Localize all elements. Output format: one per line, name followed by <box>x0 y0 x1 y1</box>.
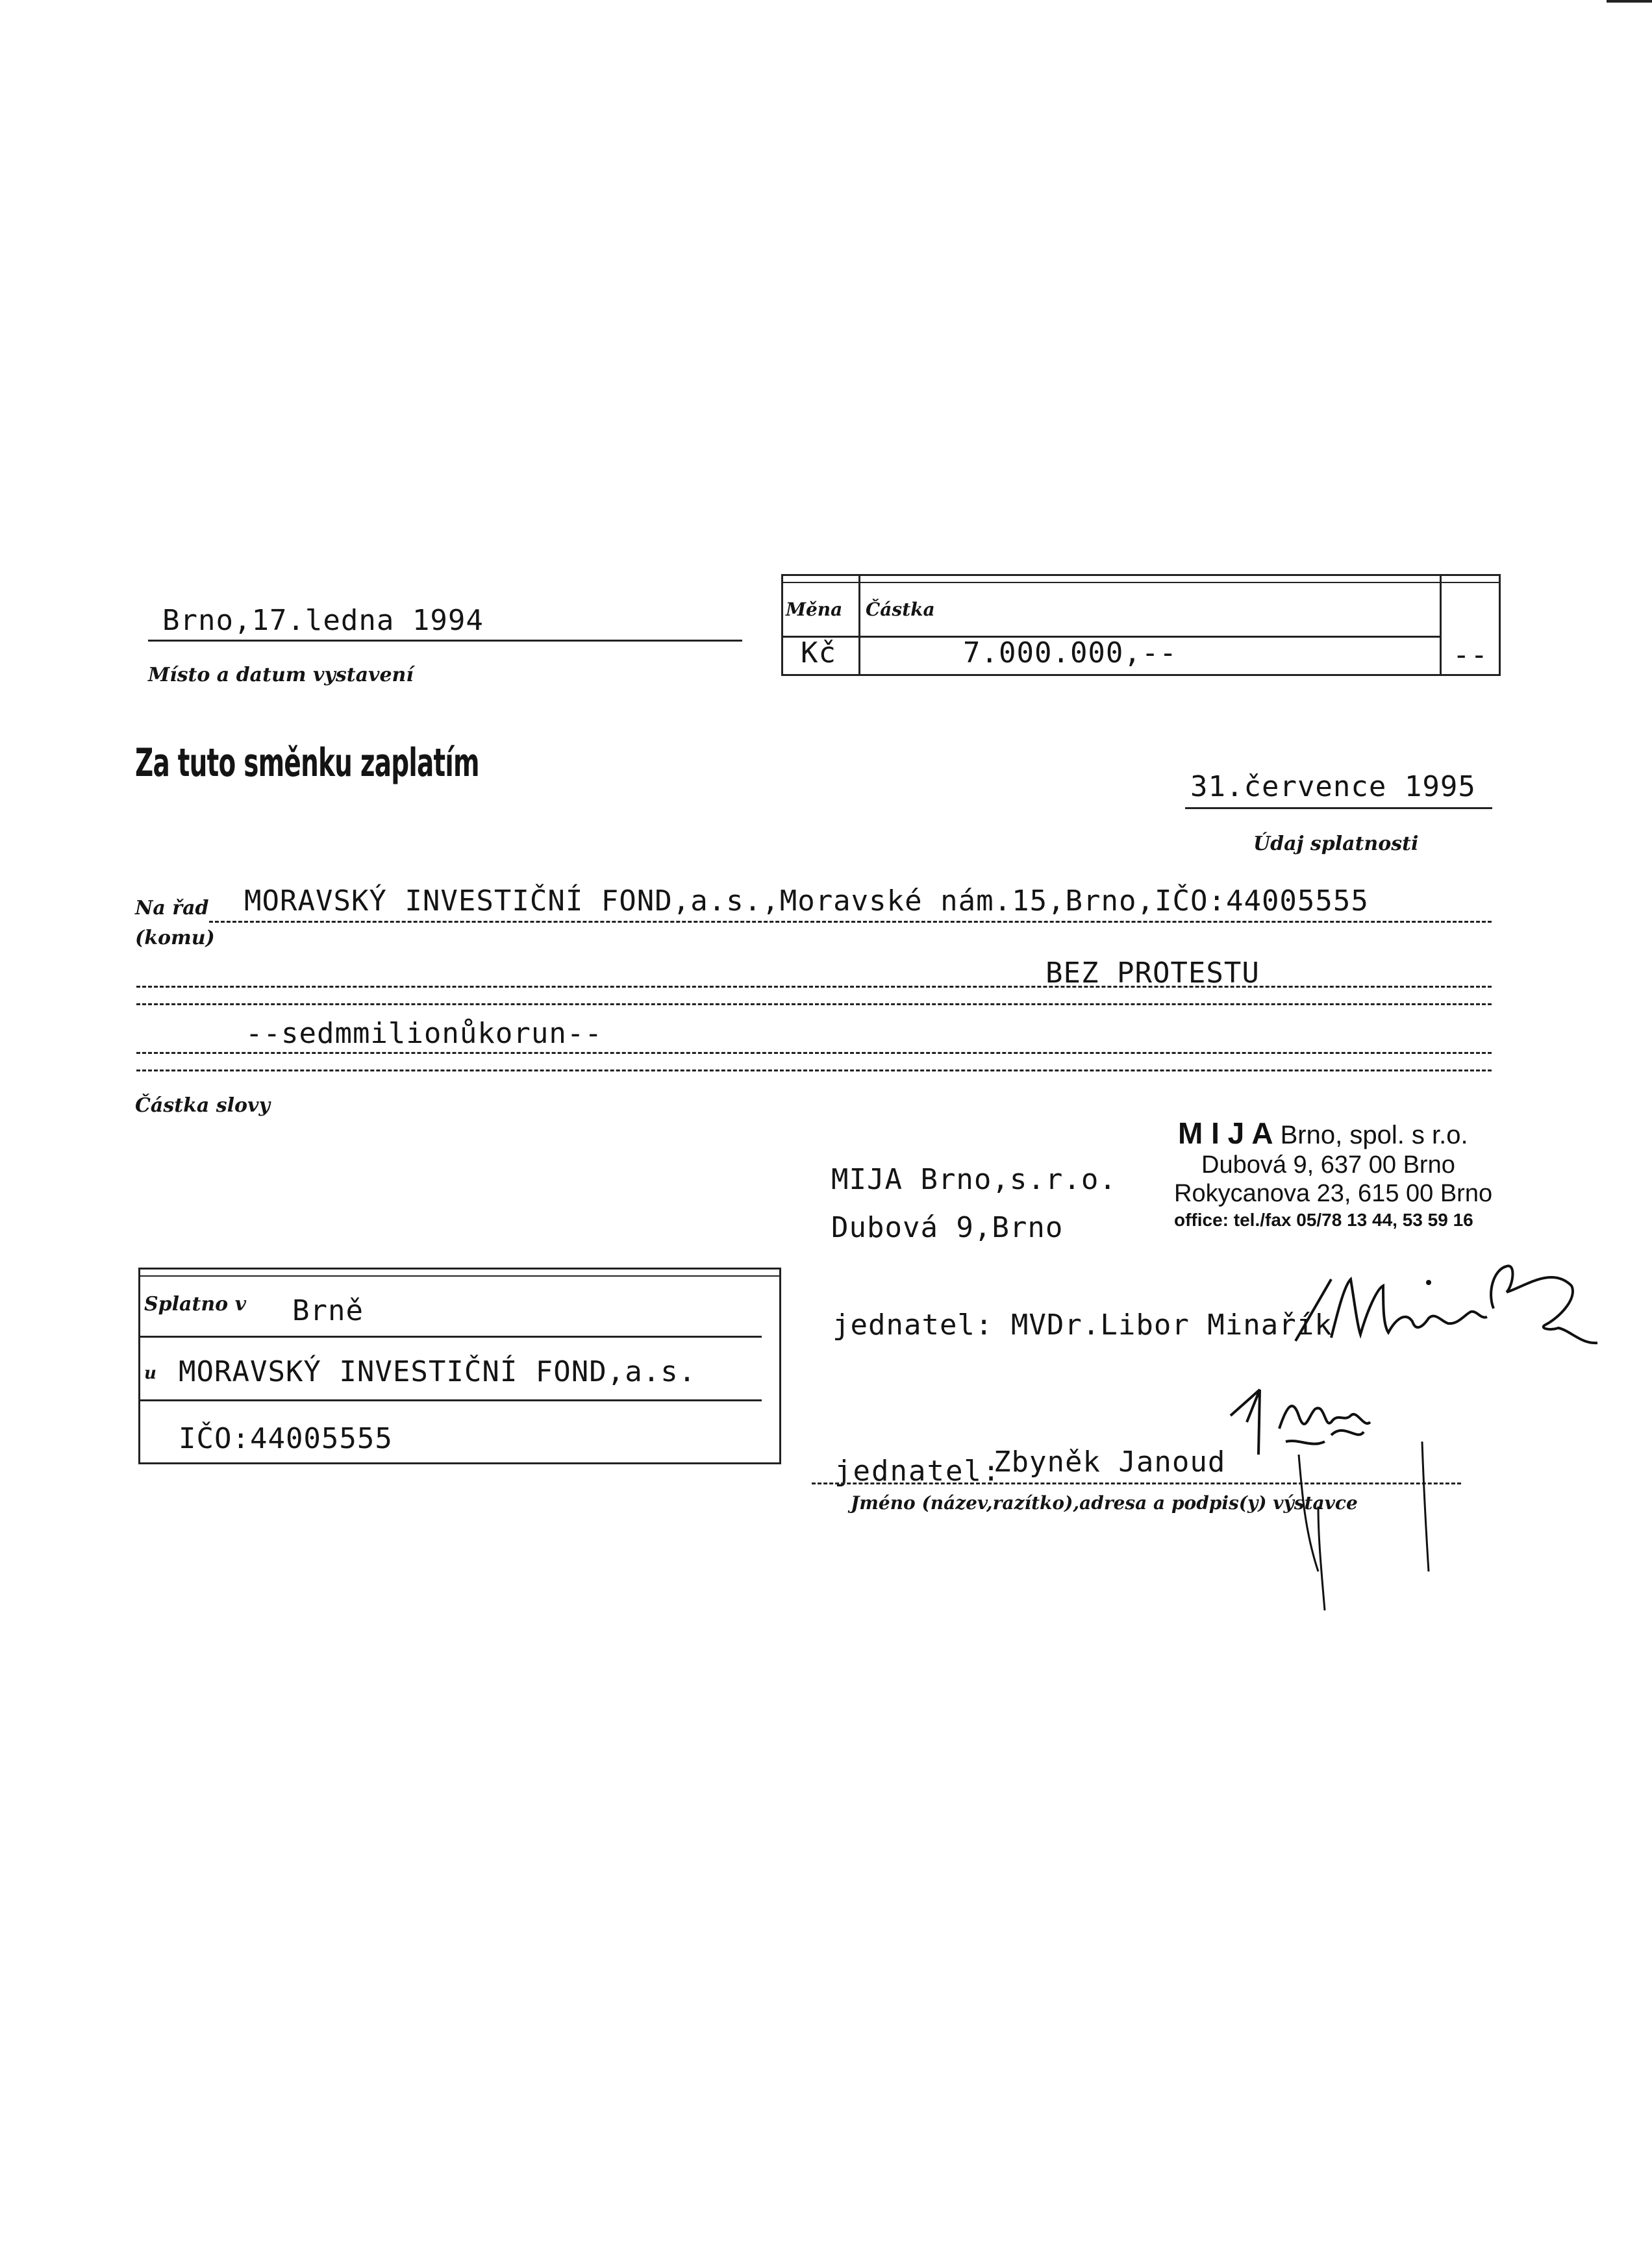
drawer-signatory-2-name: Zbyněk Janoud <box>994 1445 1226 1479</box>
due-label: Údaj splatnosti <box>1253 832 1419 855</box>
payee-line-3 <box>136 1003 1492 1005</box>
stamp-contact: office: tel./fax 05/78 13 44, 53 59 16 <box>1174 1210 1473 1230</box>
payable-box-row-2 <box>138 1399 762 1401</box>
signature-minarik <box>1292 1260 1604 1370</box>
amount-words-line <box>136 1052 1492 1054</box>
scan-edge-mark <box>1607 0 1652 3</box>
stamp-address-2: Rokycanova 23, 615 00 Brno <box>1174 1180 1493 1207</box>
stamp-brand-line <box>1178 1116 1468 1151</box>
bill-heading: Za tuto směnku zaplatím <box>135 740 479 786</box>
payee-line-2 <box>136 986 1492 988</box>
currency-header: Měna <box>786 599 843 620</box>
payee-label-sub: (komu) <box>135 927 215 949</box>
payable-box-inner-top <box>138 1275 781 1277</box>
drawer-label: Jméno (název,razítko),adresa a podpis(y) výstavce <box>851 1492 1358 1514</box>
amount-words-label: Částka slovy <box>135 1094 270 1117</box>
issue-place-date: Brno,17.ledna 1994 <box>162 604 484 637</box>
amount-box-inner-top <box>781 582 1501 583</box>
currency-value: Kč <box>801 636 836 669</box>
amount-box-col1-divider <box>858 574 860 676</box>
payable-box-row-1 <box>138 1336 762 1338</box>
payable-place: Brně <box>292 1294 364 1327</box>
amount-box-col2-divider <box>1440 574 1442 676</box>
payable-at: MORAVSKÝ INVESTIČNÍ FOND,a.s. <box>179 1355 697 1388</box>
payable-at-prefix: u <box>144 1364 156 1383</box>
due-date: 31.července 1995 <box>1190 770 1476 803</box>
payable-label: Splatno v <box>144 1293 247 1316</box>
drawer-name: MIJA Brno,s.r.o. <box>831 1163 1117 1196</box>
amount-suffix: -- <box>1453 638 1488 671</box>
amount-header: Částka <box>866 599 935 620</box>
drawer-address: Dubová 9,Brno <box>831 1211 1064 1244</box>
issue-underline <box>148 640 742 642</box>
due-underline <box>1185 807 1492 809</box>
amount-value: 7.000.000,-- <box>963 636 1177 669</box>
payable-ico: IČO:44005555 <box>179 1422 393 1455</box>
drawer-signatory-1: jednatel: MVDr.Libor Minařík <box>832 1308 1333 1342</box>
stamp-brand-rest: Brno, spol. s r.o. <box>1280 1121 1468 1149</box>
drawer-signatory-2-role: jednatel: <box>834 1455 1001 1488</box>
stamp-brand: M I J A <box>1178 1116 1272 1150</box>
payee-clause: BEZ PROTESTU <box>1045 957 1260 990</box>
stamp-address-1: Dubová 9, 637 00 Brno <box>1201 1151 1455 1179</box>
payee-label: Na řad <box>135 897 209 920</box>
amount-words-value: --sedmmilionůkorun-- <box>245 1017 603 1050</box>
signature-janoud <box>1227 1377 1442 1617</box>
amount-words-line-2 <box>136 1070 1492 1071</box>
issue-label: Místo a datum vystavení <box>148 664 414 686</box>
payee-value: MORAVSKÝ INVESTIČNÍ FOND,a.s.,Moravské nám.15,Brno,IČO:44005555 <box>244 884 1369 918</box>
payee-line <box>209 921 1492 923</box>
